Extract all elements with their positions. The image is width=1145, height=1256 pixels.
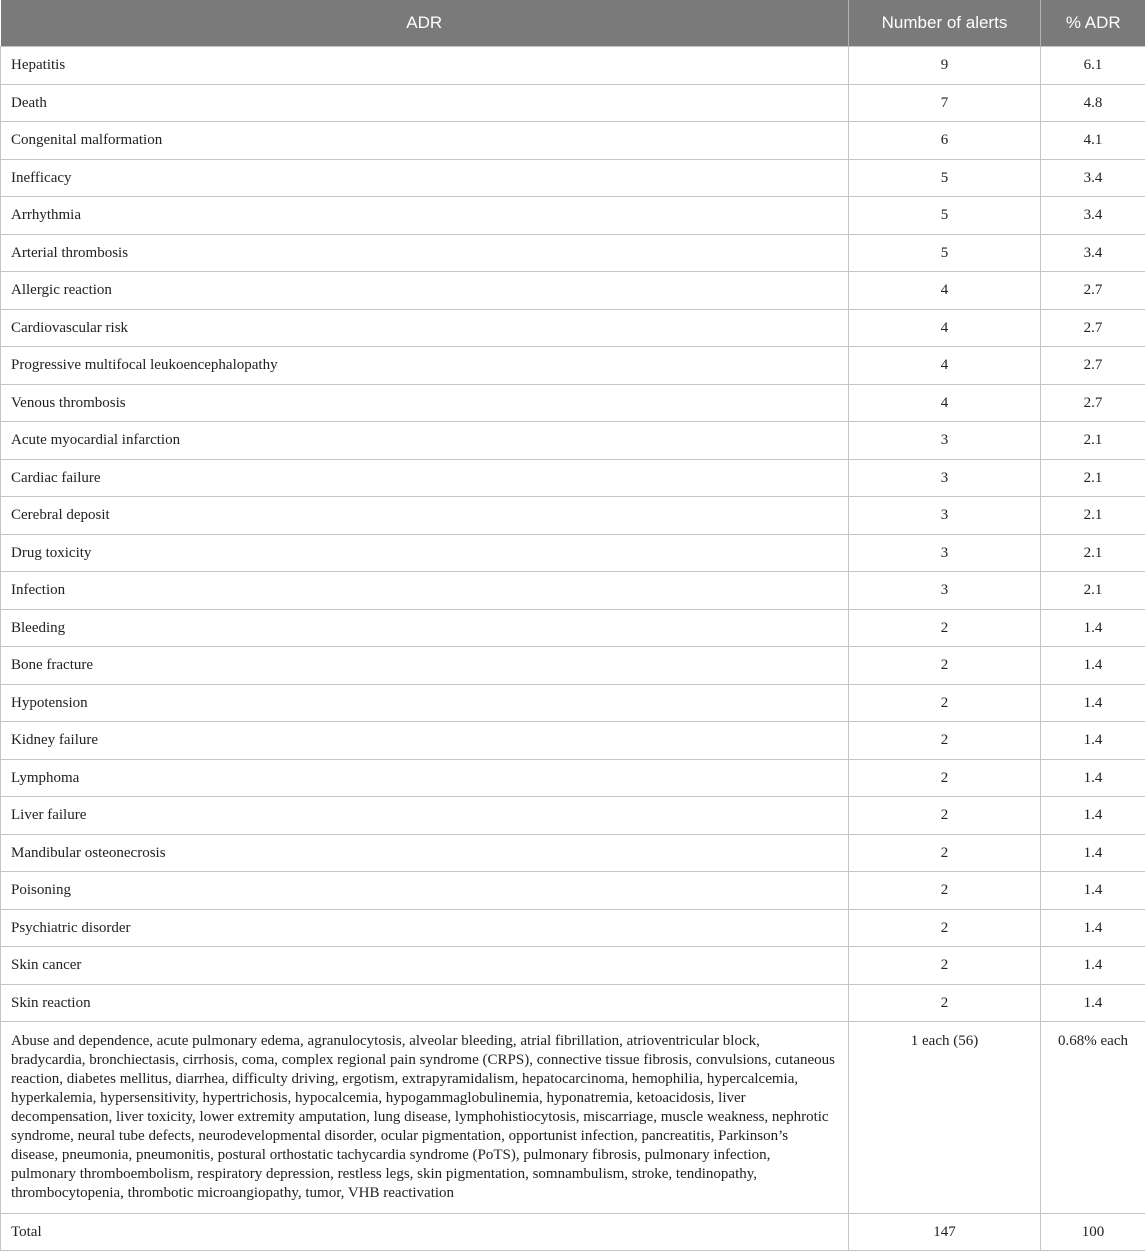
table-row xyxy=(1,159,1145,197)
cell-number-of-alerts: 4 xyxy=(849,384,1041,422)
cell-percent-adr: 1.4 xyxy=(1041,872,1145,910)
cell-adr: Kidney failure xyxy=(1,722,849,760)
cell-number-of-alerts: 5 xyxy=(849,159,1041,197)
cell-adr: Lymphoma xyxy=(1,759,849,797)
cell-number-of-alerts: 2 xyxy=(849,647,1041,685)
table-row xyxy=(1,197,1145,235)
table-row xyxy=(1,309,1145,347)
table-row xyxy=(1,872,1145,910)
cell-percent-adr: 1.4 xyxy=(1041,834,1145,872)
cell-adr: Venous thrombosis xyxy=(1,384,849,422)
cell-adr: Mandibular osteonecrosis xyxy=(1,834,849,872)
cell-adr: Liver failure xyxy=(1,797,849,835)
cell-number-of-alerts: 3 xyxy=(849,459,1041,497)
cell-percent-adr: 1.4 xyxy=(1041,759,1145,797)
table-row xyxy=(1,534,1145,572)
cell-percent-adr: 2.7 xyxy=(1041,309,1145,347)
cell-percent-adr: 2.7 xyxy=(1041,272,1145,310)
header-percent-adr: % ADR xyxy=(1041,0,1145,47)
table-row xyxy=(1,497,1145,535)
cell-percent-adr: 100 xyxy=(1041,1214,1145,1251)
cell-adr: Arrhythmia xyxy=(1,197,849,235)
cell-adr: Acute myocardial infarction xyxy=(1,422,849,460)
cell-percent-adr: 2.1 xyxy=(1041,534,1145,572)
cell-number-of-alerts: 7 xyxy=(849,84,1041,122)
cell-number-of-alerts: 5 xyxy=(849,234,1041,272)
table-row xyxy=(1,459,1145,497)
cell-percent-adr: 3.4 xyxy=(1041,159,1145,197)
cell-number-of-alerts: 2 xyxy=(849,797,1041,835)
cell-percent-adr: 2.1 xyxy=(1041,572,1145,610)
cell-number-of-alerts: 5 xyxy=(849,197,1041,235)
cell-percent-adr: 2.7 xyxy=(1041,384,1145,422)
cell-adr: Cardiac failure xyxy=(1,459,849,497)
table-row xyxy=(1,47,1145,85)
table-row xyxy=(1,1214,1145,1251)
cell-percent-adr: 1.4 xyxy=(1041,909,1145,947)
table-row xyxy=(1,422,1145,460)
cell-number-of-alerts: 3 xyxy=(849,497,1041,535)
table-row xyxy=(1,759,1145,797)
cell-adr: Drug toxicity xyxy=(1,534,849,572)
cell-number-of-alerts: 2 xyxy=(849,684,1041,722)
cell-number-of-alerts: 2 xyxy=(849,834,1041,872)
table-row xyxy=(1,122,1145,160)
table-row xyxy=(1,647,1145,685)
cell-percent-adr: 1.4 xyxy=(1041,947,1145,985)
table-row xyxy=(1,384,1145,422)
cell-adr: Bleeding xyxy=(1,609,849,647)
header-row xyxy=(1,0,1145,47)
cell-adr: Abuse and dependence, acute pulmonary edema, agranulocytosis, alveolar bleeding, atrial fibrillation, atrioventricular block, bradycardia, bronchiectasis, cirrhosis, coma, complex regional pain syndrome (CRPS), connective tissue fibrosis, convulsions, cutaneous reaction, diabetes mellitus, diarrhea, difficulty driving, ergotism, extrapyramidalism, hepatocarcinoma, hemophilia, hypercalcemia, hyperkalemia, hypersensitivity, hypertrichosis, hypocalcemia, hypogammaglobulinemia, hyponatremia, ketoacidosis, liver decompensation, liver toxicity, lower extremity amputation, lung disease, lymphohistiocytosis, miscarriage, muscle weakness, nephrotic syndrome, neural tube defects, neurodevelopmental disorder, ocular pigmentation, opportunist infection, pancreatitis, Parkinson’s disease, pneumonia, pneumonitis, postural orthostatic tachycardia syndrome (PoTS), pulmonary fibrosis, pulmonary infection, pulmonary thromboembolism, respiratory depression, restless legs, skin pigmentation, somnambulism, stroke, tendinopathy, thrombocytopenia, thrombotic microangiopathy, tumor, VHB reactivation xyxy=(1,1022,849,1214)
table-row xyxy=(1,684,1145,722)
cell-number-of-alerts: 3 xyxy=(849,572,1041,610)
cell-adr: Congenital malformation xyxy=(1,122,849,160)
cell-number-of-alerts: 4 xyxy=(849,309,1041,347)
cell-number-of-alerts: 4 xyxy=(849,272,1041,310)
header-number-of-alerts: Number of alerts xyxy=(849,0,1041,47)
cell-adr: Cardiovascular risk xyxy=(1,309,849,347)
cell-adr: Bone fracture xyxy=(1,647,849,685)
cell-percent-adr: 2.1 xyxy=(1041,422,1145,460)
cell-number-of-alerts: 2 xyxy=(849,722,1041,760)
cell-number-of-alerts: 6 xyxy=(849,122,1041,160)
cell-percent-adr: 0.68% each xyxy=(1041,1022,1145,1214)
cell-percent-adr: 1.4 xyxy=(1041,684,1145,722)
table-row xyxy=(1,84,1145,122)
cell-number-of-alerts: 1 each (56) xyxy=(849,1022,1041,1214)
cell-number-of-alerts: 4 xyxy=(849,347,1041,385)
cell-adr: Death xyxy=(1,84,849,122)
cell-percent-adr: 3.4 xyxy=(1041,197,1145,235)
table-row xyxy=(1,609,1145,647)
table-row xyxy=(1,722,1145,760)
cell-percent-adr: 1.4 xyxy=(1041,647,1145,685)
cell-adr: Psychiatric disorder xyxy=(1,909,849,947)
table-row xyxy=(1,234,1145,272)
table-row xyxy=(1,347,1145,385)
cell-percent-adr: 1.4 xyxy=(1041,722,1145,760)
cell-percent-adr: 2.1 xyxy=(1041,497,1145,535)
cell-number-of-alerts: 3 xyxy=(849,422,1041,460)
cell-percent-adr: 6.1 xyxy=(1041,47,1145,85)
table-row xyxy=(1,947,1145,985)
cell-adr: Hepatitis xyxy=(1,47,849,85)
cell-adr: Total xyxy=(1,1214,849,1251)
table-row xyxy=(1,834,1145,872)
table-row xyxy=(1,272,1145,310)
cell-percent-adr: 3.4 xyxy=(1041,234,1145,272)
table-body xyxy=(1,47,1145,1251)
cell-number-of-alerts: 2 xyxy=(849,609,1041,647)
cell-number-of-alerts: 147 xyxy=(849,1214,1041,1251)
cell-percent-adr: 1.4 xyxy=(1041,984,1145,1022)
cell-percent-adr: 4.1 xyxy=(1041,122,1145,160)
cell-adr: Skin cancer xyxy=(1,947,849,985)
cell-percent-adr: 4.8 xyxy=(1041,84,1145,122)
cell-percent-adr: 2.1 xyxy=(1041,459,1145,497)
cell-adr: Poisoning xyxy=(1,872,849,910)
cell-percent-adr: 1.4 xyxy=(1041,609,1145,647)
cell-adr: Arterial thrombosis xyxy=(1,234,849,272)
cell-percent-adr: 1.4 xyxy=(1041,797,1145,835)
table-row xyxy=(1,572,1145,610)
cell-percent-adr: 2.7 xyxy=(1041,347,1145,385)
cell-number-of-alerts: 2 xyxy=(849,984,1041,1022)
cell-adr: Cerebral deposit xyxy=(1,497,849,535)
cell-number-of-alerts: 3 xyxy=(849,534,1041,572)
cell-adr: Progressive multifocal leukoencephalopathy xyxy=(1,347,849,385)
cell-adr: Hypotension xyxy=(1,684,849,722)
cell-adr: Skin reaction xyxy=(1,984,849,1022)
cell-number-of-alerts: 2 xyxy=(849,759,1041,797)
header-adr: ADR xyxy=(1,0,849,47)
cell-number-of-alerts: 2 xyxy=(849,872,1041,910)
cell-number-of-alerts: 9 xyxy=(849,47,1041,85)
cell-adr: Allergic reaction xyxy=(1,272,849,310)
cell-adr: Inefficacy xyxy=(1,159,849,197)
table-row xyxy=(1,1022,1145,1214)
cell-adr: Infection xyxy=(1,572,849,610)
cell-number-of-alerts: 2 xyxy=(849,909,1041,947)
cell-number-of-alerts: 2 xyxy=(849,947,1041,985)
table-row xyxy=(1,909,1145,947)
table-row xyxy=(1,984,1145,1022)
table-row xyxy=(1,797,1145,835)
